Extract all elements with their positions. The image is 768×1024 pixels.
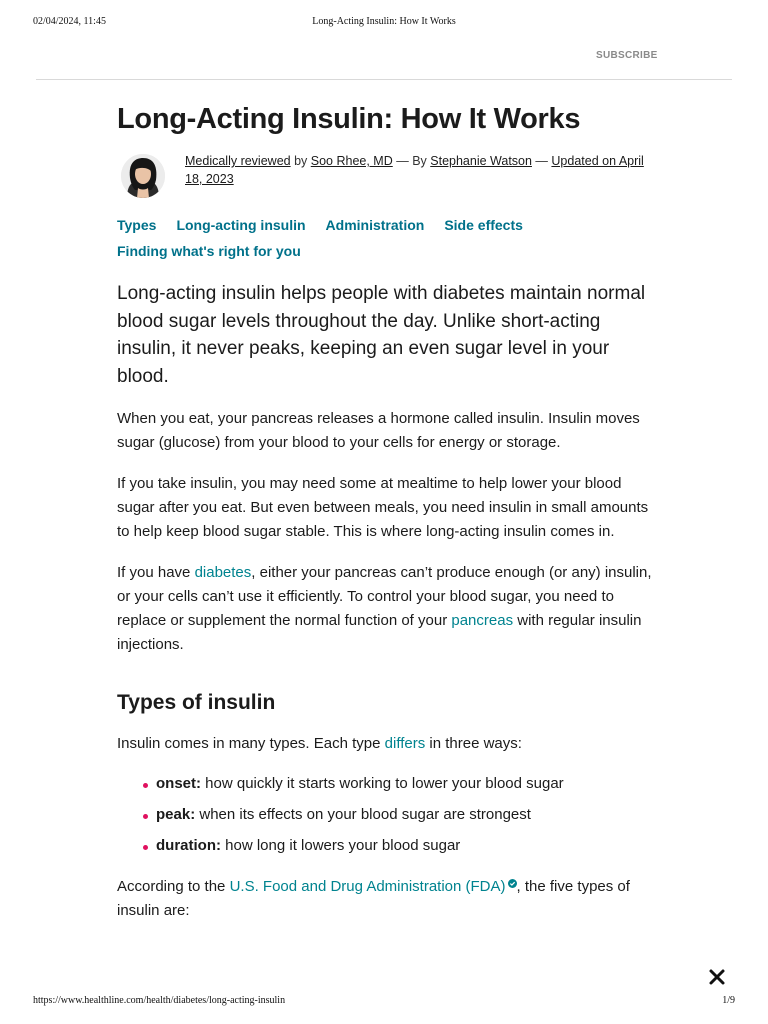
list-item: [117, 803, 657, 827]
differs-link[interactable]: differs: [384, 735, 426, 752]
insulin-properties-list: [117, 772, 657, 858]
toc-link-types[interactable]: Types: [117, 217, 157, 233]
list-term: peak:: [156, 806, 196, 823]
byline-separator-2: —: [531, 154, 552, 168]
byline-text: [185, 152, 655, 188]
reviewer-link[interactable]: Soo Rhee, MD: [310, 154, 393, 168]
types-intro: [117, 732, 657, 756]
text: with regular insulin injections.: [117, 612, 642, 653]
toc-link-long-acting[interactable]: Long-acting insulin: [176, 217, 306, 233]
list-term: onset:: [156, 775, 201, 792]
byline: [117, 152, 657, 198]
page-title: Long-Acting Insulin: How It Works: [117, 103, 581, 135]
article: [117, 100, 657, 923]
print-doc-title: Long-Acting Insulin: How It Works: [312, 16, 456, 27]
list-item: [117, 772, 657, 796]
text: Insulin comes in many types. Each type: [117, 735, 385, 752]
byline-by: by: [290, 154, 311, 168]
fda-link[interactable]: U.S. Food and Drug Administration (FDA): [229, 878, 506, 895]
text: If you have: [117, 564, 195, 581]
text: in three ways:: [425, 735, 522, 752]
toc-link-side-effects[interactable]: Side effects: [444, 217, 523, 233]
paragraph-pancreas-insulin: When you eat, your pancreas releases a hormone called insulin. Insulin moves sugar (glucose) from your blood to your cells for energy or storage.: [117, 410, 640, 451]
print-page-number: 1/9: [722, 995, 735, 1006]
text: , either your pancreas can’t produce enough (or any) insulin, or your cells can’t use it efficiently. To control your blood sugar, you need to replace or supplement the normal function of your: [117, 564, 652, 629]
text: , the five types of insulin are:: [117, 878, 630, 919]
toc-link-finding-right[interactable]: Finding what's right for you: [117, 243, 301, 259]
list-term: duration:: [156, 837, 221, 854]
table-of-contents: [117, 212, 657, 264]
section-heading-types: Types of insulin: [117, 691, 276, 714]
reviewer-avatar: [121, 154, 165, 198]
print-url: https://www.healthline.com/health/diabetes/long-acting-insulin: [33, 995, 286, 1006]
paragraph-diabetes: [117, 561, 657, 657]
print-footer: [33, 995, 735, 1009]
list-text: how long it lowers your blood sugar: [221, 837, 461, 854]
header-divider: [36, 79, 732, 80]
list-text: how quickly it starts working to lower your blood sugar: [201, 775, 564, 792]
paragraph-mealtime-insulin: If you take insulin, you may need some at mealtime to help lower your blood sugar after you eat. But even between meals, you need insulin in small amounts to help keep blood sugar stable. This is where long-acting insulin comes in.: [117, 475, 649, 540]
medically-reviewed-link[interactable]: Medically reviewed: [185, 154, 291, 168]
subscribe-link[interactable]: SUBSCRIBE: [596, 50, 658, 61]
print-header: [33, 16, 735, 30]
byline-separator: — By: [392, 154, 431, 168]
updated-date-link[interactable]: Updated on April 18, 2023: [185, 154, 644, 186]
print-datetime: 02/04/2024, 11:45: [33, 16, 106, 27]
verified-check-icon: [508, 879, 517, 888]
text: According to the: [117, 878, 230, 895]
pancreas-link[interactable]: pancreas: [451, 612, 514, 629]
close-button[interactable]: [708, 968, 726, 986]
toc-link-administration[interactable]: Administration: [325, 217, 425, 233]
lead-paragraph: Long-acting insulin helps people with diabetes maintain normal blood sugar levels throughout the day. Unlike short-acting insulin, it never peaks, keeping an even sugar level in your blood.: [117, 283, 646, 387]
paragraph-fda: [117, 875, 657, 923]
author-link[interactable]: Stephanie Watson: [430, 154, 532, 168]
close-icon: [708, 968, 726, 986]
list-text: when its effects on your blood sugar are strongest: [195, 806, 531, 823]
list-item: [117, 834, 657, 858]
diabetes-link[interactable]: diabetes: [194, 564, 252, 581]
